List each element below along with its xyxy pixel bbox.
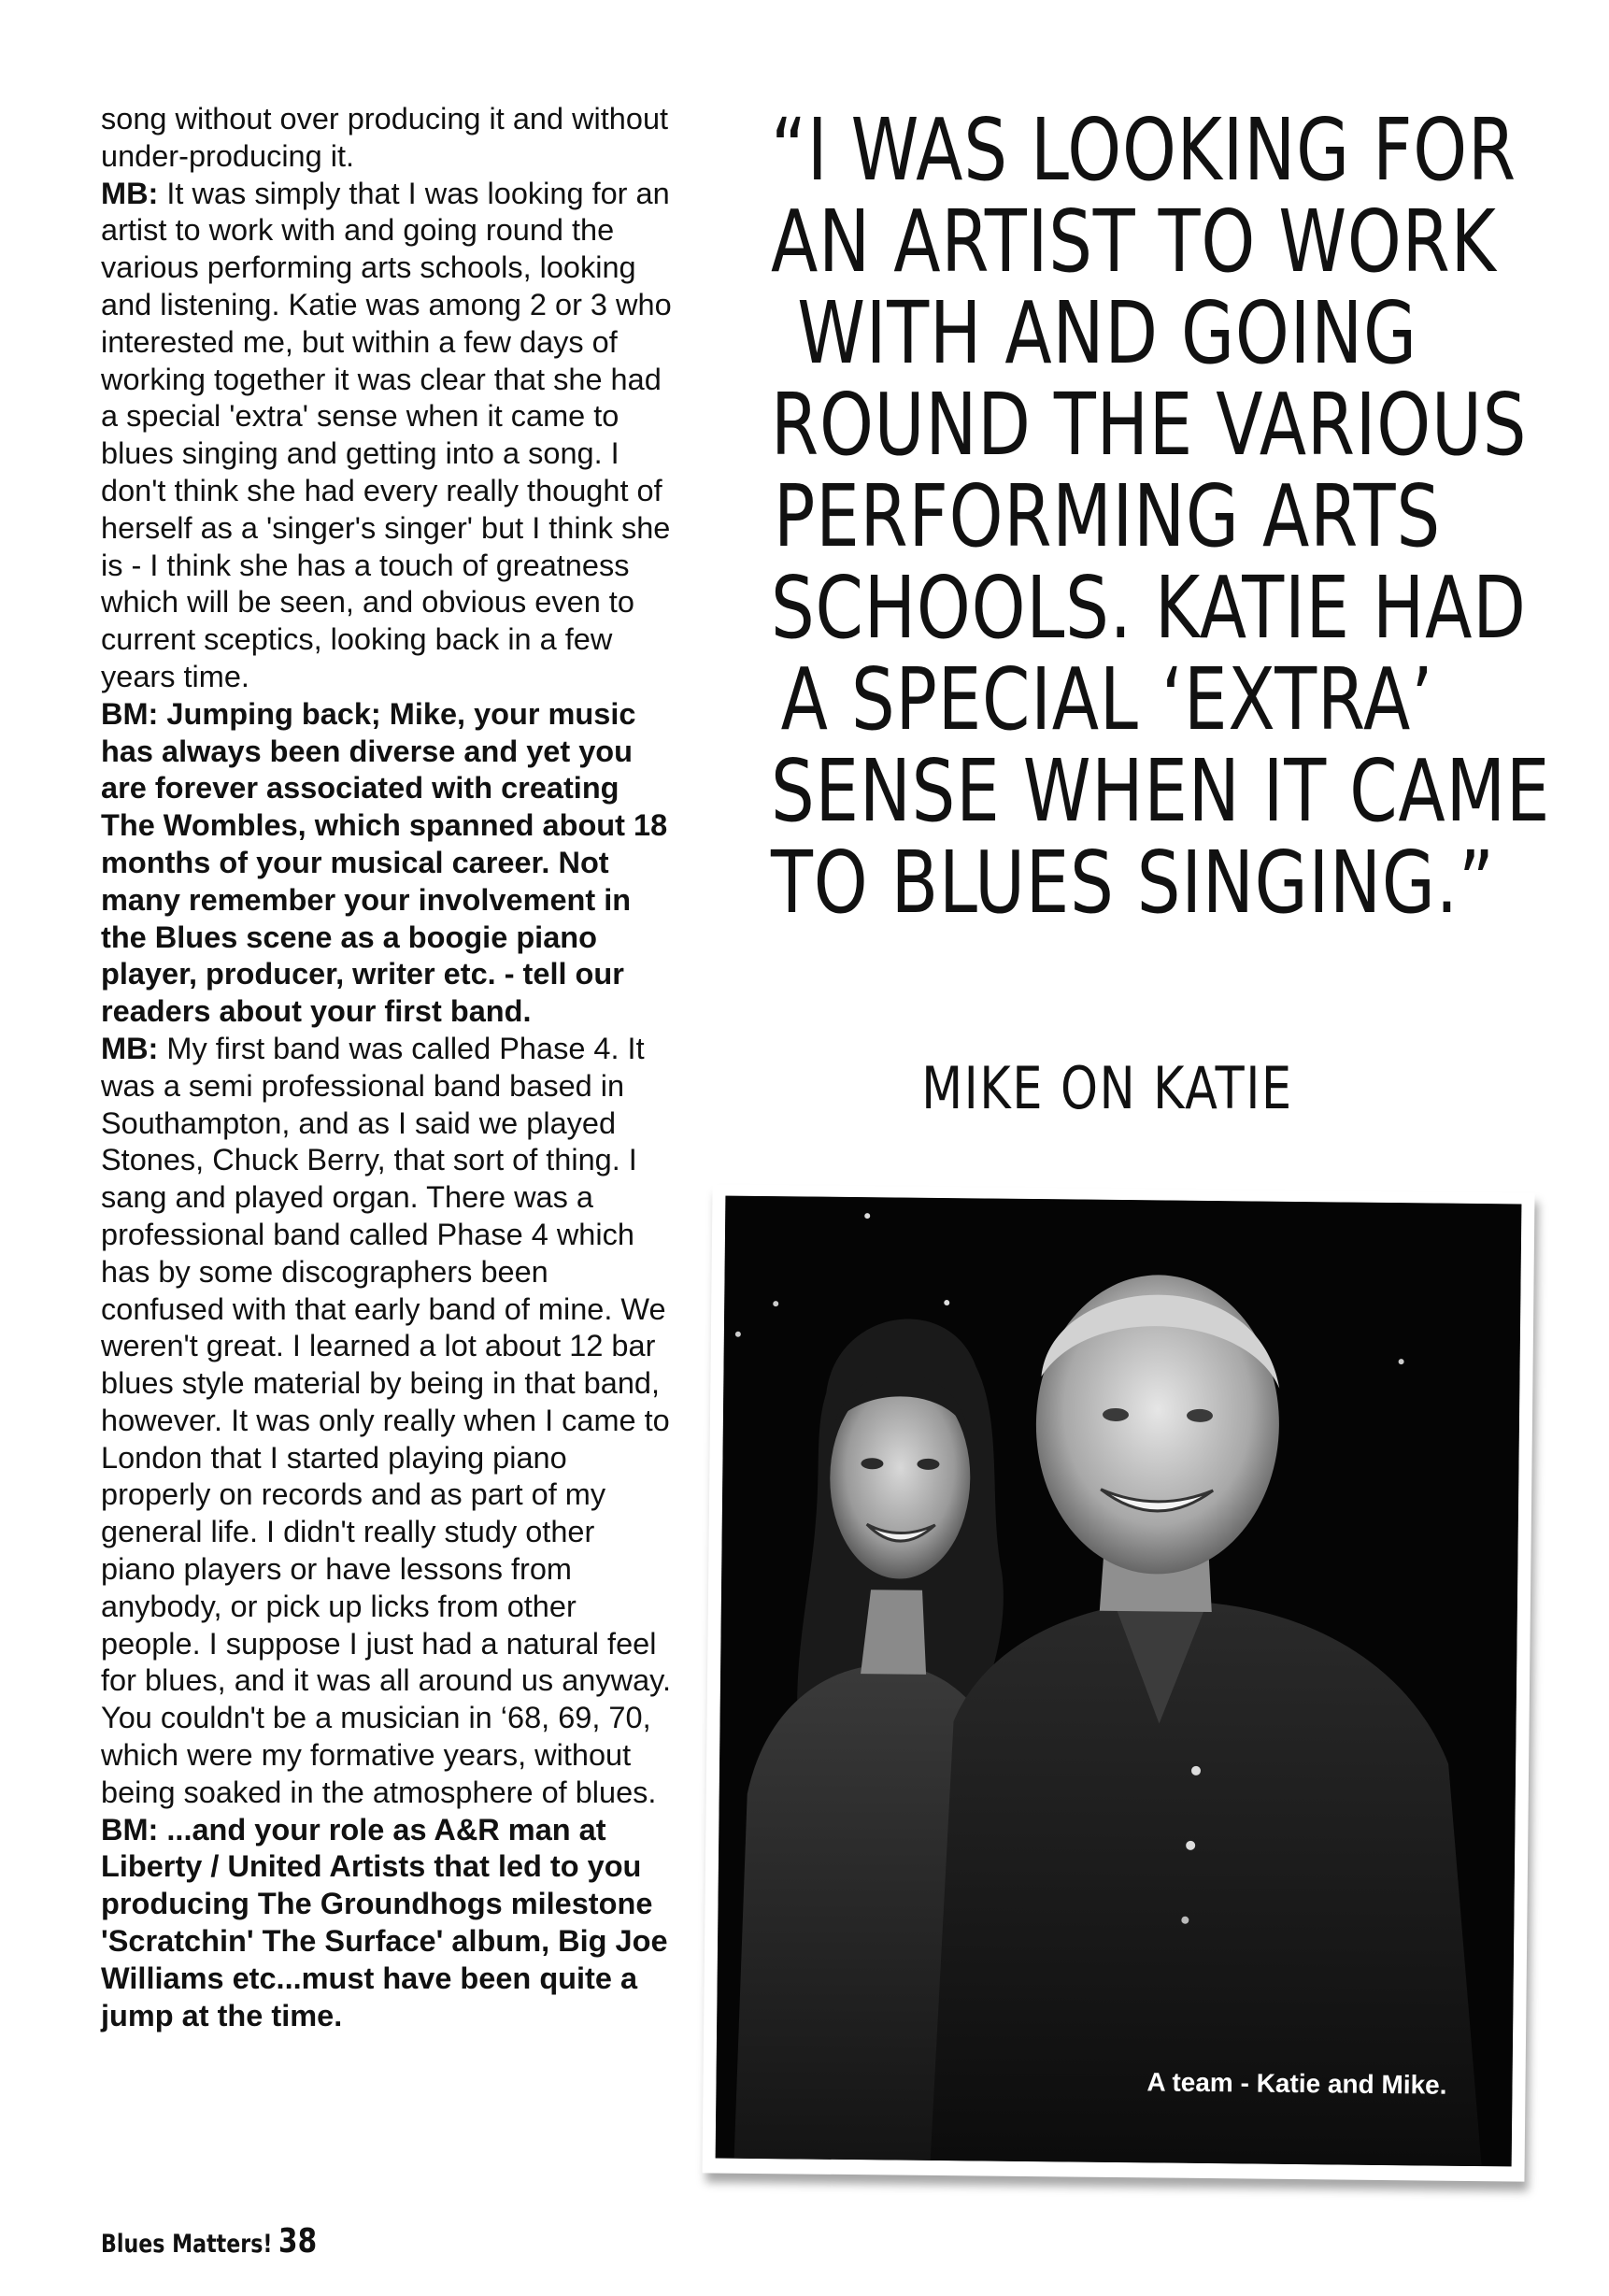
pull-quote-line: TO BLUES SINGING.” [771, 833, 1495, 933]
pull-quote [771, 100, 1551, 933]
article-body [101, 101, 673, 2034]
magazine-name: Blues Matters! [101, 2230, 273, 2259]
pull-quote-line: SENSE WHEN IT CAME [771, 741, 1551, 841]
interview-question: BM: ...and your role as A&R man at Liberty / United Artists that led to you producing The Groundhogs milestone 'Scratchin' The Surface' album, Big Joe Williams etc...must have been quite a jump at the time. [101, 1812, 668, 2032]
pull-quote-line: WITH AND GOING [797, 283, 1417, 383]
speaker-label: MB: [101, 1031, 159, 1065]
paragraph: song without over producing it and without under-producing it. [101, 102, 669, 173]
pull-quote-attribution: MIKE ON KATIE [921, 1054, 1293, 1122]
portrait-illustration [716, 1196, 1522, 2167]
photo [716, 1196, 1522, 2167]
paragraph [101, 1031, 673, 1812]
interview-question: BM: Jumping back; Mike, your music has always been diverse and yet you are forever associated with creating The Wombles, which spanned about 18 months of your musical career. Not many remember your involvement in the Blues scene as a boogie piano player, producer, writer etc. - tell our readers about your first band. [101, 696, 668, 1029]
pull-quote-line: A SPECIAL ‘EXTRA’ [780, 649, 1434, 749]
answer-text: My first band was called Phase 4. It was a semi professional band based in Southampton, and as I said we played Stones, Chuck Berry, that sort of thing. I sang and played organ. There was a professional band called Phase 4 which has by some discographers been confused with that early band of mine. We weren't great. I learned a lot about 12 bar blues style material by being in that band, however. It was only really when I came to London that I started playing piano properly on records and as part of my general life. I didn't really study other piano players or have lessons from anybody, or pick up licks from other people. I suppose I just had a natural feel for blues, and it was all around us anyway. You couldn't be a musician in ‘68, 69, 70, which were my formative years, without being soaked in the atmosphere of blues. [101, 1031, 672, 1809]
speaker-label: MB: [101, 176, 159, 210]
pull-quote-line: SCHOOLS. KATIE HAD [771, 558, 1527, 658]
pull-quote-line: ROUND THE VARIOUS [771, 375, 1528, 475]
page-number: 38 [278, 2222, 318, 2260]
paragraph [101, 176, 673, 696]
pull-quote-line: “I WAS LOOKING FOR [771, 100, 1516, 200]
photo-caption: A team - Katie and Mike. [1146, 2067, 1447, 2100]
pull-quote-line: PERFORMING ARTS [774, 466, 1441, 566]
photo-frame [702, 1184, 1534, 2181]
pull-quote-line: AN ARTIST TO WORK [771, 192, 1497, 292]
page-footer [101, 2222, 317, 2260]
answer-text: It was simply that I was looking for an artist to work with and going round the various performing arts schools, looking and listening. Katie was among 2 or 3 who interested me, but within a few days of working together it was clear that she had a special 'extra' sense when it came to blues singing and getting into a song. I don't think she had every really thought of herself as a 'singer's singer' but I think she is - I think she has a touch of greatness which will be seen, and obvious even to current sceptics, looking back in a few years time. [101, 176, 672, 693]
